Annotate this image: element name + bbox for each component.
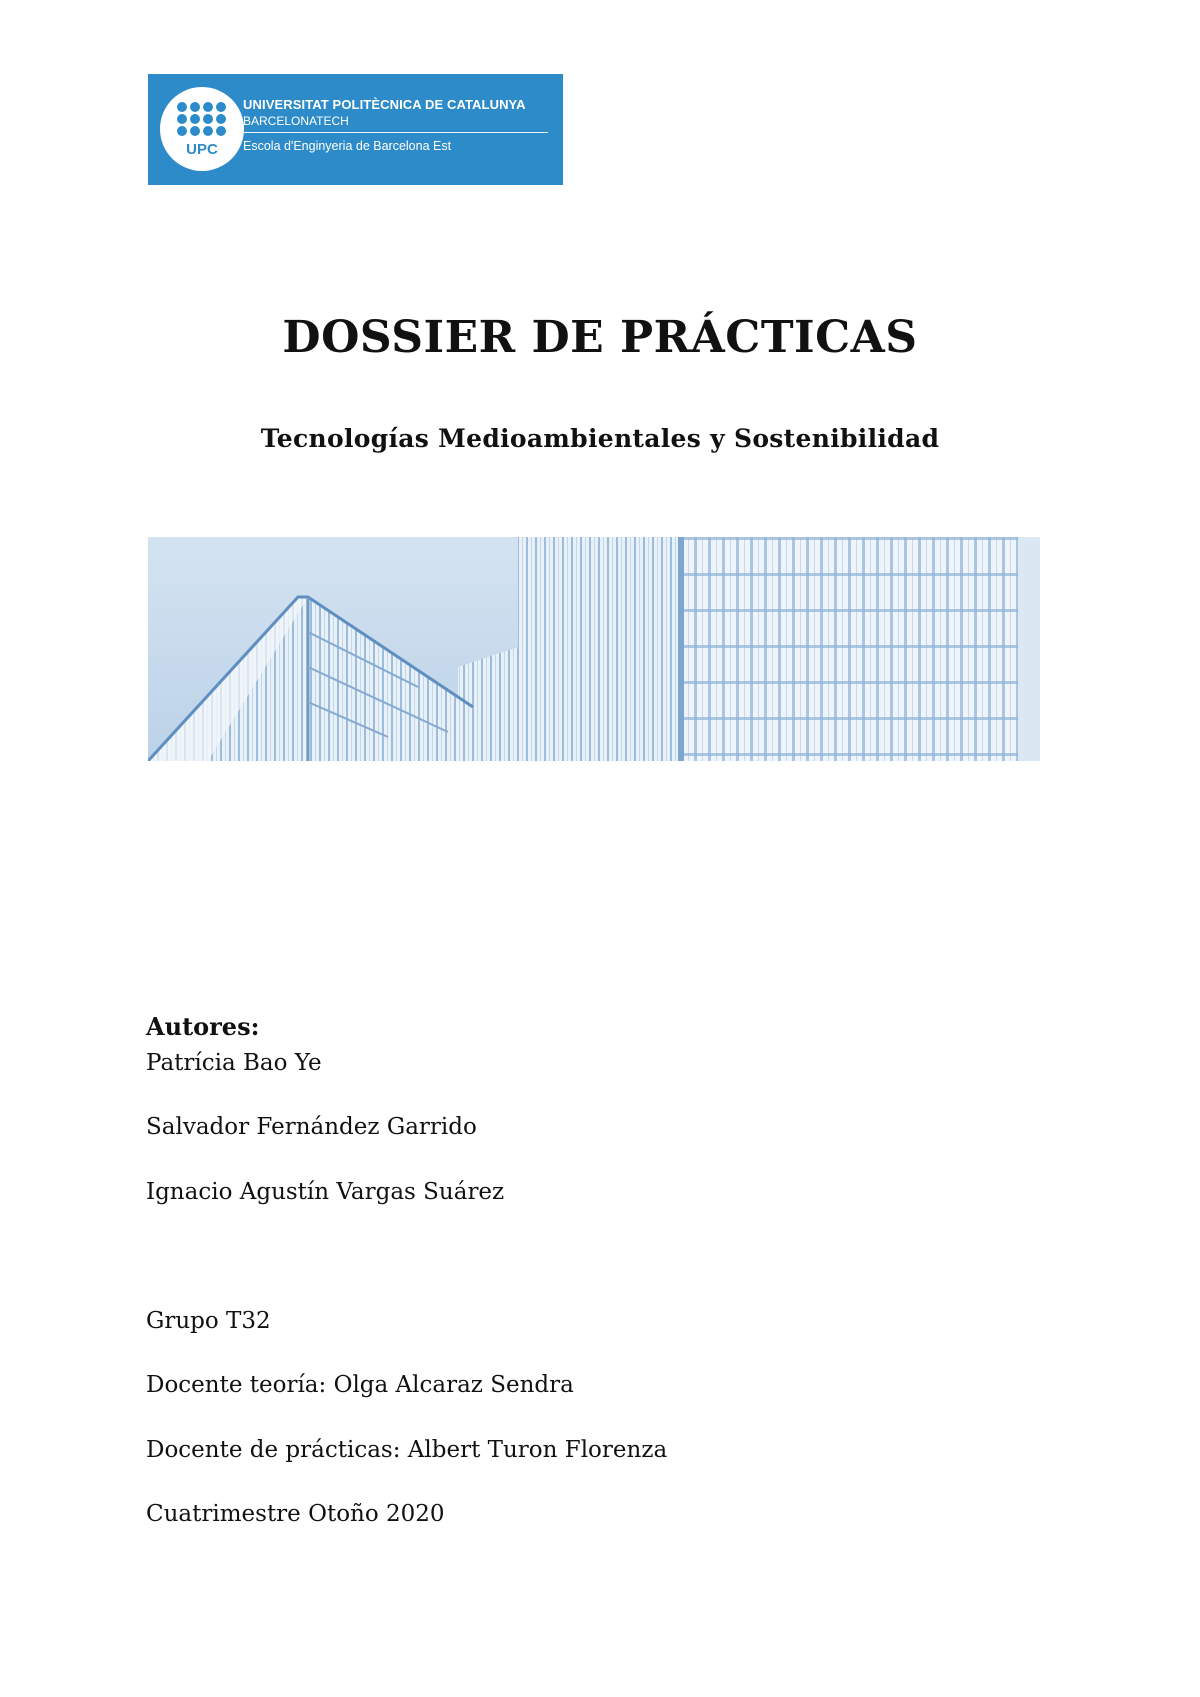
document-subtitle: Tecnologías Medioambientales y Sostenibilidad [260, 424, 940, 453]
upc-seal-text: UPC [186, 141, 218, 158]
document-title: DOSSIER DE PRÁCTICAS [282, 312, 918, 363]
upc-seal-icon [160, 87, 244, 171]
term-label: Cuatrimestre Otoño 2020 [146, 1501, 445, 1527]
building-photo-icon [148, 537, 1040, 761]
authors-heading: Autores: [146, 1012, 260, 1041]
theory-teacher: Docente teoría: Olga Alcaraz Sendra [146, 1372, 574, 1398]
author-name: Salvador Fernández Garrido [146, 1114, 477, 1140]
university-name: UNIVERSITAT POLITÈCNICA DE CATALUNYA [243, 97, 526, 112]
school-name: Escola d'Enginyeria de Barcelona Est [243, 139, 452, 153]
logo-divider [243, 132, 548, 133]
group-label: Grupo T32 [146, 1308, 271, 1334]
practice-teacher: Docente de prácticas: Albert Turon Florenza [146, 1437, 668, 1463]
author-name: Ignacio Agustín Vargas Suárez [146, 1179, 505, 1205]
university-subtitle: BARCELONATECH [243, 114, 349, 128]
author-name: Patrícia Bao Ye [146, 1050, 322, 1076]
upc-logo [148, 74, 563, 185]
building-photo [148, 537, 1040, 761]
